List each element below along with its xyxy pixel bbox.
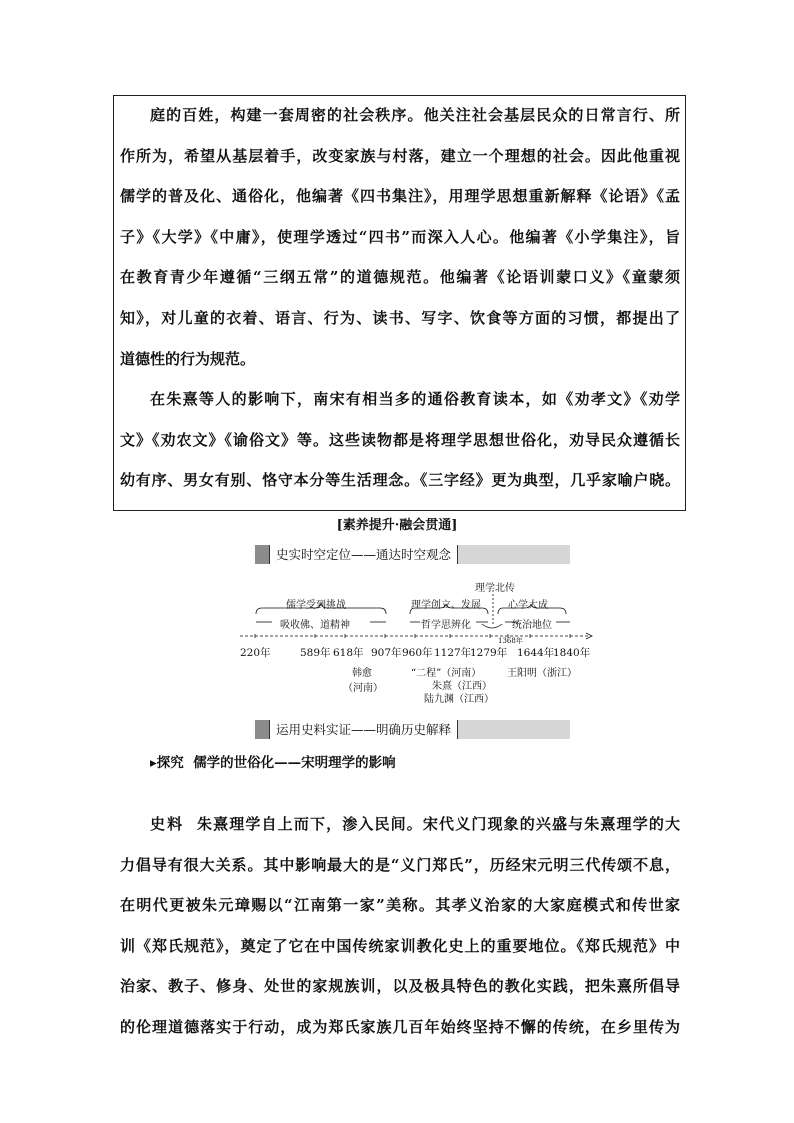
explore-marker: ▸探究 [150,755,184,771]
year-label: 960年 [402,647,433,659]
year-label: 1644年 [517,647,555,659]
person-hanyu: 韩愈 [352,668,372,679]
source-text: 朱熹理学自上而下，渗入民间。宋代义门现象的兴盛与朱熹理学的大 [197,815,680,833]
text-line: 训《郑氏规范》，奠定了它在中国传统家训教化史上的重要地位。《郑氏规范》中 [120,936,680,955]
text-line: 力倡导有很大关系。其中影响最大的是“义门郑氏”，历经宋元明三代传颂不息， [120,855,680,874]
text-line: 治家、教子、修身、处世的家规族训，以及极具特色的教化实践，把朱熹所倡导 [120,977,680,996]
person-lujiuyuan: 陆九渊（江西） [424,694,494,705]
banner-label: 史实时空定位——通达时空观念 [269,545,458,564]
text-line: 文》《劝农文》《谕俗文》等。这些读物都是将理学思想世俗化，劝导民众遵循长 [120,430,680,449]
year-label: 1368年 [498,637,523,645]
person-hanyu-place: （河南） [343,683,383,694]
label-challenge: 儒学受到挑战 [286,600,346,611]
text-line: 的伦理道德落实于行动，成为郑氏家族几百年始终坚持不懈的传统，在乡里传为 [120,1017,680,1036]
person-wangyangming: 王阳明（浙江） [507,668,577,679]
text-line: 道德性的行为规范。 [120,349,256,368]
text-line: 幼有序、男女有别、恪守本分等生活理念。《三字经》更为典型，几乎家喻户晓。 [120,471,680,490]
banner-marker [255,720,269,739]
label-lixue-found: 理学创立、发展 [411,600,481,611]
year-label: 220年 [240,647,271,659]
year-label: 907年 [371,647,402,659]
year-label: 1279年 [470,647,508,659]
banner-label: 运用史料实证——明确历史解释 [269,720,458,739]
year-label: 618年 [333,647,364,659]
source-paragraph [120,804,680,1048]
source-label: 史料 [150,815,185,833]
text-line: 庭的百姓，构建一套周密的社会秩序。他关注社会基层民众的日常言行、所 [150,106,680,124]
year-label: 589年 [300,647,331,659]
banner-evidence [255,720,570,739]
label-absorb: 吸收佛、道精神 [280,620,350,631]
explore-heading [150,751,396,771]
label-tongzhi: 统治地位 [512,620,552,631]
section-title: [素养提升·融会贯通] [336,518,458,533]
label-xinxue: 心学大成 [508,600,548,611]
person-ercheng: “二程”（河南） [411,668,482,679]
text-line [120,804,680,845]
label-lixue-north: 理学北传 [475,583,515,594]
curve-north [482,624,502,628]
text-line: 在朱熹等人的影响下，南宋有相当多的通俗教育读本，如《劝孝文》《劝学 [150,390,680,408]
label-zhexue: 哲学思辨化 [421,620,471,631]
text-line: 子》《大学》《中庸》，使理学透过“四书”而深入人心。他编著《小学集注》，旨 [120,227,680,246]
person-zhuxi: 朱熹（江西） [432,681,492,692]
text-line: 知》，对儿童的衣着、语言、行为、读书、写字、饮食等方面的习惯，都提出了 [120,308,680,327]
year-label: 1127年 [434,647,472,659]
text-line: 在明代更被朱元璋赐以“江南第一家”美称。其孝义治家的大家庭模式和传世家 [120,896,680,915]
explore-title: 儒学的世俗化——宋明理学的影响 [193,755,396,771]
text-line: 在教育青少年遵循“三纲五常”的道德规范。他编著《论语训蒙口义》《童蒙须 [120,268,680,287]
text-line: 儒学的普及化、通俗化，他编著《四书集注》，用理学思想重新解释《论语》《孟 [120,187,680,206]
text-line: 作所为，希望从基层着手，改变家族与村落，建立一个理想的社会。因此他重视 [120,146,680,165]
year-label: 1840年 [553,647,591,659]
